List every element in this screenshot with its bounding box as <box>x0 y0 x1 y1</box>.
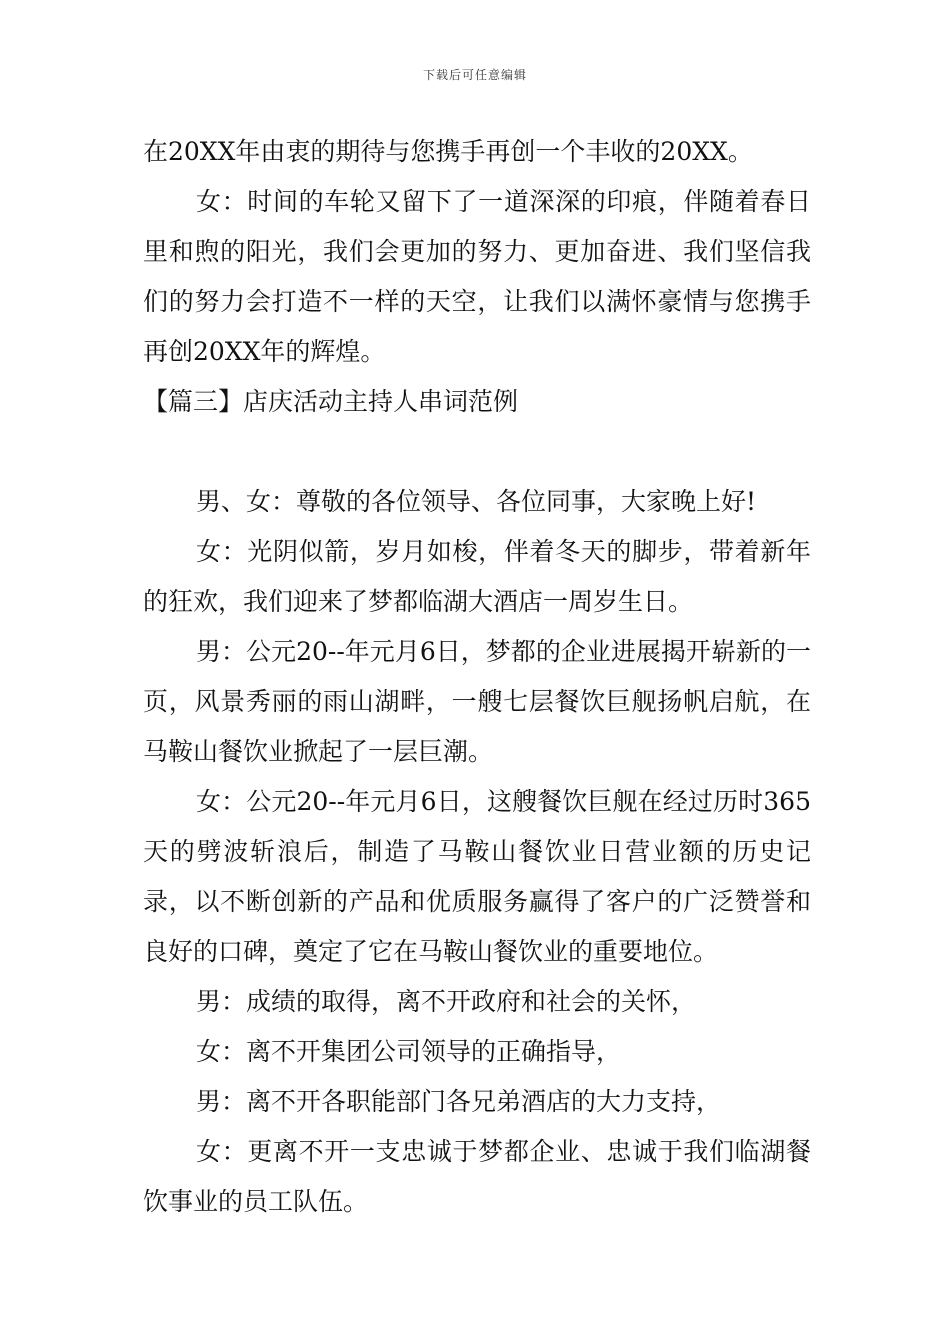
paragraph-continuation: 在20XX年由衷的期待与您携手再创一个丰收的20XX。 <box>143 137 753 166</box>
paragraph-female-host-5: 女：更离不开一支忠诚于梦都企业、忠诚于我们临湖餐饮事业的员工队伍。 <box>143 1137 811 1216</box>
paragraph-male-host-2: 男：成绩的取得，离不开政府和社会的关怀， <box>196 987 697 1016</box>
blank-line <box>143 427 811 477</box>
paragraph-female-host-3: 女：公元20--年元月6日，这艘餐饮巨舰在经过历时365天的劈波斩浪后，制造了马鞍山餐饮业日营业额的历史记录，以不断创新的产品和优质服务赢得了客户的广泛赞誉和良好的口碑，奠定了它在马鞍山餐饮业的重要地位。 <box>143 787 811 966</box>
paragraph-female-host-4: 女：离不开集团公司领导的正确指导， <box>196 1037 622 1066</box>
document-body <box>143 127 811 1227</box>
paragraph-male-host-1: 男：公元20--年元月6日，梦都的企业进展揭开崭新的一页，风景秀丽的雨山湖畔，一艘七层餐饮巨舰扬帆启航，在马鞍山餐饮业掀起了一层巨潮。 <box>143 637 811 766</box>
paragraph-male-host-3: 男：离不开各职能部门各兄弟酒店的大力支持， <box>196 1087 722 1116</box>
paragraph-female-host-2: 女：光阴似箭，岁月如梭，伴着冬天的脚步，带着新年的狂欢，我们迎来了梦都临湖大酒店一周岁生日。 <box>143 537 811 616</box>
paragraph-greeting: 男、女：尊敬的各位领导、各位同事，大家晚上好! <box>196 487 757 516</box>
paragraph-female-host-1: 女：时间的车轮又留下了一道深深的印痕，伴随着春日里和煦的阳光，我们会更加的努力、更加奋进、我们坚信我们的努力会打造不一样的天空，让我们以满怀豪情与您携手再创20XX年的辉煌。 <box>143 187 811 366</box>
page-header-note: 下载后可任意编辑 <box>422 68 527 82</box>
section-title: 【篇三】店庆活动主持人串词范例 <box>143 387 519 416</box>
